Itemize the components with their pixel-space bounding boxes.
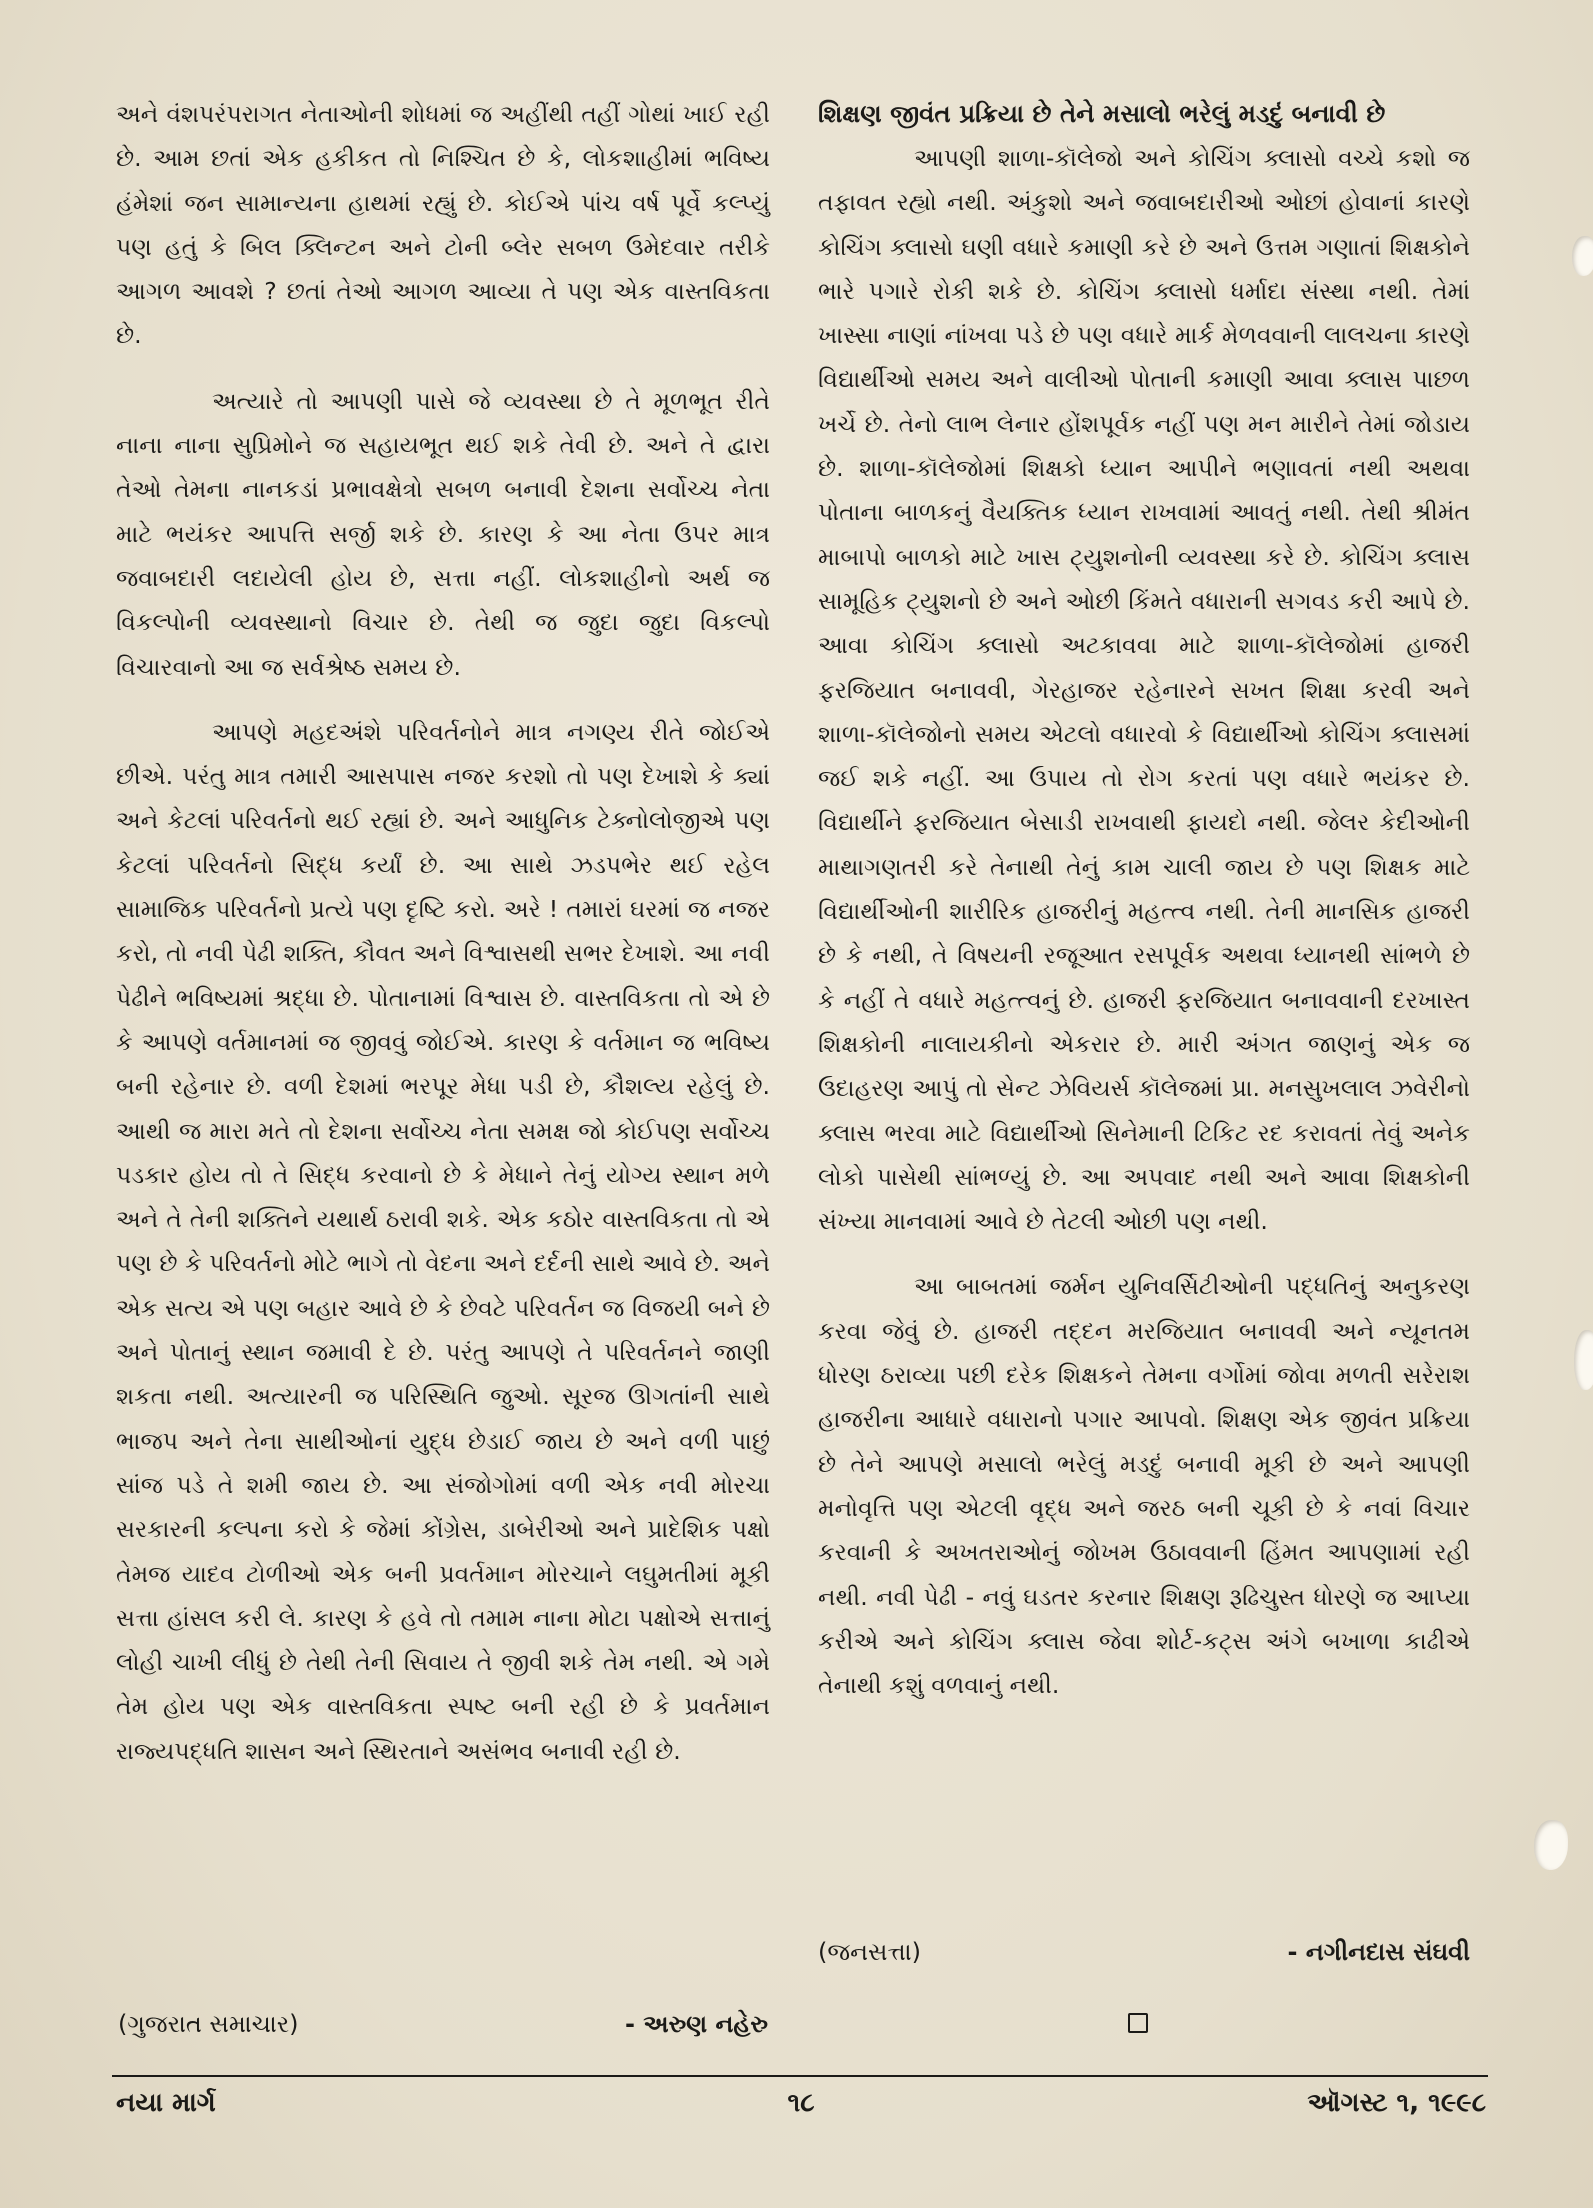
right-article-credit bbox=[818, 1938, 1470, 1966]
footer-page-number: ૧૮ bbox=[787, 2088, 815, 2118]
paper-tear-mark bbox=[1572, 236, 1593, 276]
right-article-source: (જનસત્તા) bbox=[818, 1938, 921, 1966]
paper-tear-mark bbox=[1534, 1820, 1568, 1870]
right-article-column bbox=[818, 92, 1470, 1707]
paper-tear-mark bbox=[1574, 1330, 1593, 1390]
left-article-source: (ગુજરાત સમાચાર) bbox=[118, 2010, 299, 2038]
right-article-author: - નગીનદાસ સંઘવી bbox=[1287, 1938, 1470, 1966]
left-article-column bbox=[116, 92, 770, 1773]
footer-rule bbox=[112, 2075, 1488, 2077]
left-paragraph-3: આપણે મહદઅંશે પરિવર્તનોને માત્ર નગણ્ય રીતે જોઈએ છીએ. પરંતુ માત્ર તમારી આસપાસ નજર કરશો તો પણ દેખાશે કે ક્યાં અને કેટલાં પરિવર્તનો થઈ રહ્યાં છે. અને આધુનિક ટેક્નોલોજીએ પણ કેટલાં પરિવર્તનો સિદ્ધ કર્યાં છે. આ સાથે ઝડપભેર થઈ રહેલ સામાજિક પરિવર્તનો પ્રત્યે પણ દૃષ્ટિ કરો. અરે ! તમારાં ઘરમાં જ નજર કરો, તો નવી પેઢી શક્તિ, કૌવત અને વિશ્વાસથી સભર દેખાશે. આ નવી પેઢીને ભવિષ્યમાં શ્રદ્ધા છે. પોતાનામાં વિશ્વાસ છે. વાસ્તવિકતા તો એ છે કે આપણે વર્તમાનમાં જ જીવવું જોઈએ. કારણ કે વર્તમાન જ ભવિષ્ય બની રહેનાર છે. વળી દેશમાં ભરપૂર મેધા પડી છે, કૌશલ્ય રહેલું છે. આથી જ મારા મતે તો દેશના સર્વોચ્ચ નેતા સમક્ષ જો કોઈપણ સર્વોચ્ચ પડકાર હોય તો તે સિદ્ધ કરવાનો છે કે મેધાને તેનું યોગ્ય સ્થાન મળે અને તે તેની શક્તિને યથાર્થ ઠરાવી શકે. એક કઠોર વાસ્તવિકતા તો એ પણ છે કે પરિવર્તનો મોટે ભાગે તો વેદના અને દર્દની સાથે આવે છે. અને એક સત્ય એ પણ બહાર આવે છે કે છેવટે પરિવર્તન જ વિજયી બને છે અને પોતાનું સ્થાન જમાવી દે છે. પરંતુ આપણે તે પરિવર્તનને જાણી શકતા નથી. અત્યારની જ પરિસ્થિતિ જુઓ. સૂરજ ઊગતાંની સાથે ભાજપ અને તેના સાથીઓનાં યુદ્ધ છેડાઈ જાય છે અને વળી પાછું સાંજ પડે તે શમી જાય છે. આ સંજોગોમાં વળી એક નવી મોરચા સરકારની કલ્પના કરો કે જેમાં કોંગ્રેસ, ડાબેરીઓ અને પ્રાદેશિક પક્ષો તેમજ યાદવ ટોળીઓ એક બની પ્રવર્તમાન મોરચાને લઘુમતીમાં મૂકી સત્તા હાંસલ કરી લે. કારણ કે હવે તો તમામ નાના મોટા પક્ષોએ સત્તાનું લોહી ચાખી લીધું છે તેથી તેની સિવાય તે જીવી શકે તેમ નથી. એ ગમે તેમ હોય પણ એક વાસ્તવિકતા સ્પષ્ટ બની રહી છે કે પ્રવર્તમાન રાજ્યપદ્ધતિ શાસન અને સ્થિરતાને અસંભવ બનાવી રહી છે. bbox=[116, 717, 770, 1765]
left-paragraph-2: અત્યારે તો આપણી પાસે જે વ્યવસ્થા છે તે મૂળભૂત રીતે નાના નાના સુપ્રિમોને જ સહાયભૂત થઈ શકે તેવી છે. અને તે દ્વારા તેઓ તેમના નાનકડાં પ્રભાવક્ષેત્રો સબળ બનાવી દેશના સર્વોચ્ચ નેતા માટે ભયંકર આપત્તિ સર્જી શકે છે. કારણ કે આ નેતા ઉપર માત્ર જવાબદારી લદાયેલી હોય છે, સત્તા નહીં. લોકશાહીનો અર્થ જ વિકલ્પોની વ્યવસ્થાનો વિચાર છે. તેથી જ જુદા જુદા વિકલ્પો વિચારવાનો આ જ સર્વશ્રેષ્ઠ સમય છે. bbox=[116, 386, 770, 681]
right-paragraph-1: આપણી શાળા-કૉલેજો અને કોચિંગ ક્લાસો વચ્ચે કશો જ તફાવત રહ્યો નથી. અંકુશો અને જવાબદારીઓ ઓછાં હોવાનાં કારણે કોચિંગ ક્લાસો ઘણી વધારે કમાણી કરે છે અને ઉત્તમ ગણાતાં શિક્ષકોને ભારે પગારે રોકી શકે છે. કોચિંગ ક્લાસો ધર્માદા સંસ્થા નથી. તેમાં ખાસ્સા નાણાં નાંખવા પડે છે પણ વધારે માર્ક મેળવવાની લાલચના કારણે વિદ્યાર્થીઓ સમય અને વાલીઓ પોતાની કમાણી આવા ક્લાસ પાછળ ખર્ચે છે. તેનો લાભ લેનાર હોંશપૂર્વક નહીં પણ મન મારીને તેમાં જોડાય છે. શાળા-કૉલેજોમાં શિક્ષકો ધ્યાન આપીને ભણાવતાં નથી અથવા પોતાના બાળકનું વૈયક્તિક ધ્યાન રાખવામાં આવતું નથી. તેથી શ્રીમંત માબાપો બાળકો માટે ખાસ ટ્યુશનોની વ્યવસ્થા કરે છે. કોચિંગ ક્લાસ સામૂહિક ટ્યુશનો છે અને ઓછી કિંમતે વધારાની સગવડ કરી આપે છે. આવા કોચિંગ ક્લાસો અટકાવવા માટે શાળા-કૉલેજોમાં હાજરી ફરજિયાત બનાવવી, ગેરહાજર રહેનારને સખત શિક્ષા કરવી અને શાળા-કૉલેજોનો સમય એટલો વધારવો કે વિદ્યાર્થીઓ કોચિંગ ક્લાસમાં જઈ શકે નહીં. આ ઉપાય તો રોગ કરતાં પણ વધારે ભયંકર છે. વિદ્યાર્થીને ફરજિયાત બેસાડી રાખવાથી ફાયદો નથી. જેલર કેદીઓની માથાગણતરી કરે તેનાથી તેનું કામ ચાલી જાય છે પણ શિક્ષક માટે વિદ્યાર્થીઓની શારીરિક હાજરીનું મહત્ત્વ નથી. તેની માનસિક હાજરી છે કે નથી, તે વિષયની રજૂઆત રસપૂર્વક અથવા ધ્યાનથી સાંભળે છે કે નહીં તે વધારે મહત્ત્વનું છે. હાજરી ફરજિયાત બનાવવાની દરખાસ્ત શિક્ષકોની નાલાયકીનો એકરાર છે. મારી અંગત જાણનું એક જ ઉદાહરણ આપું તો સેન્ટ ઝેવિયર્સ કૉલેજમાં પ્રા. મનસુખલાલ ઝવેરીનો ક્લાસ ભરવા માટે વિદ્યાર્થીઓ સિનેમાની ટિકિટ રદ કરાવતાં તેવું અનેક લોકો પાસેથી સાંભળ્યું છે. આ અપવાદ નથી અને આવા શિક્ષકોની સંખ્યા માનવામાં આવે છે તેટલી ઓછી પણ નથી. bbox=[818, 144, 1470, 1236]
right-article-heading: શિક્ષણ જીવંત પ્રક્રિયા છે તેને મસાલો ભરેલું મડદું બનાવી છે bbox=[818, 99, 1386, 128]
left-paragraph-1: અને વંશપરંપરાગત નેતાઓની શોધમાં જ અહીંથી તહીં ગોથાં ખાઈ રહી છે. આમ છતાં એક હકીકત તો નિશ્ચિત છે કે, લોકશાહીમાં ભવિષ્ય હંમેશાં જન સામાન્યના હાથમાં રહ્યું છે. કોઈએ પાંચ વર્ષ પૂર્વે કલ્પ્યું પણ હતું કે બિલ ક્લિન્ટન અને ટોની બ્લેર સબળ ઉમેદવાર તરીકે આગળ આવશે ? છતાં તેઓ આગળ આવ્યા તે પણ એક વાસ્તવિકતા છે. bbox=[116, 100, 770, 350]
left-article-author: - અરુણ નહેરુ bbox=[624, 2010, 768, 2038]
end-of-article-box-icon bbox=[1128, 2013, 1148, 2033]
footer-magazine-name: નયા માર્ગ bbox=[116, 2088, 216, 2118]
right-paragraph-2: આ બાબતમાં જર્મન યુનિવર્સિટીઓની પદ્ધતિનું અનુકરણ કરવા જેવું છે. હાજરી તદ્દન મરજિયાત બનાવવી અને ન્યૂનતમ ધોરણ ઠરાવ્યા પછી દરેક શિક્ષકને તેમના વર્ગોમાં જોવા મળતી સરેરાશ હાજરીના આધારે વધારાનો પગાર આપવો. શિક્ષણ એક જીવંત પ્રક્રિયા છે તેને આપણે મસાલો ભરેલું મડદું બનાવી મૂકી છે અને આપણી મનોવૃત્તિ પણ એટલી વૃદ્ધ અને જરઠ બની ચૂકી છે કે નવાં વિચાર કરવાની કે અખતરાઓનું જોખમ ઉઠાવવાની હિંમત આપણામાં રહી નથી. નવી પેઢી - નવું ઘડતર કરનાર શિક્ષણ રૂઢિચુસ્ત ધોરણે જ આપ્યા કરીએ અને કોચિંગ ક્લાસ જેવા શોર્ટ-કટ્સ અંગે બખાળા કાઢીએ તેનાથી કશું વળવાનું નથી. bbox=[818, 1272, 1470, 1700]
left-article-credit bbox=[118, 2010, 768, 2038]
footer-date: ઑગસ્ટ ૧, ૧૯૯૮ bbox=[1307, 2088, 1486, 2118]
